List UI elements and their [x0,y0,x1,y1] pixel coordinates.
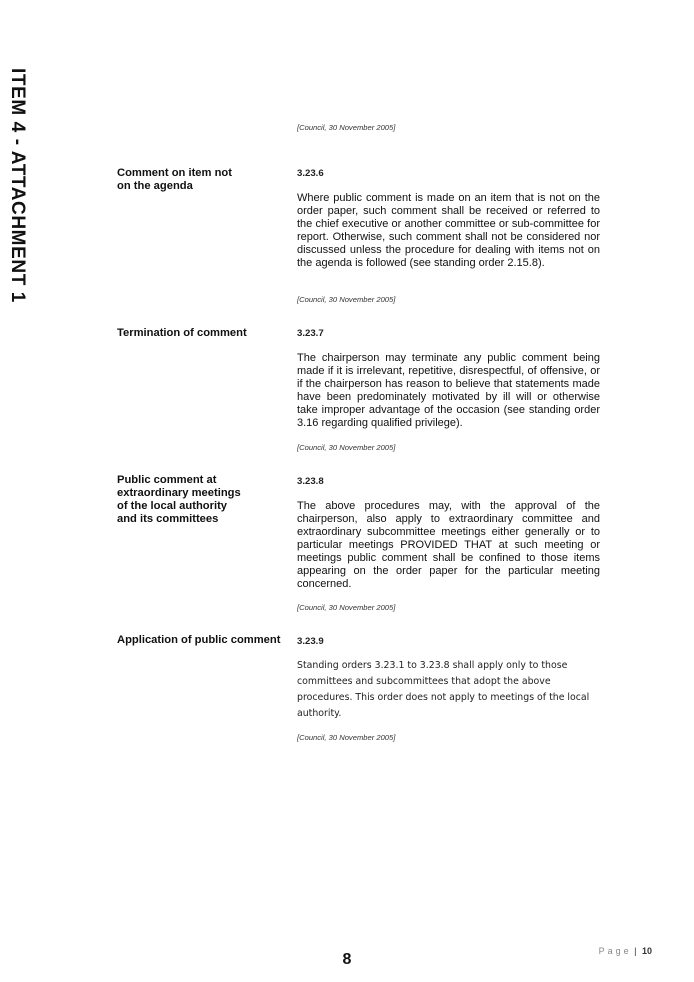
section-heading-3-23-8 [117,474,287,526]
section-text: The above procedures may, with the approval of the chairperson, also apply to extraordinary committee and extraordinary subcommittee meetings either generally or to particular meetings PROVIDED THAT at such meeting or meetings public comment shall be confined to those items appearing on the order paper for the particular meeting concerned. [297,500,600,590]
side-tab [2,68,32,303]
page-separator: | [634,946,637,956]
heading-line: Termination of comment [117,327,247,339]
footer-center-number: 8 [342,951,352,968]
section-number: 3.23.6 [297,168,324,179]
page-number: 10 [641,946,652,956]
heading-line: extraordinary meetings [117,487,241,499]
citation-top: [Council, 30 November 2005] [297,123,396,132]
heading-line: Comment on item not [117,167,232,179]
section-number: 3.23.8 [297,476,324,487]
citation: [Council, 30 November 2005] [297,603,396,612]
section-text: Where public comment is made on an item that is not on the order paper, such comment shall be received or referred to the chief executive or another committee or sub-committee for report. Otherwise, such comment shall not be considered nor discussed unless the procedure for dealing with items not on the agenda is followed (see standing order 2.15.8). [297,192,600,269]
citation: [Council, 30 November 2005] [297,295,396,304]
section-heading-3-23-9 [117,634,302,647]
citation: [Council, 30 November 2005] [297,733,396,742]
heading-line: Application of public comment [117,634,281,646]
section-number: 3.23.7 [297,328,324,339]
heading-line: on the agenda [117,180,193,192]
citation: [Council, 30 November 2005] [297,443,396,452]
section-text: Standing orders 3.23.1 to 3.23.8 shall apply only to those committees and subcommittees that adopt the above procedures. This order does not apply to meetings of the local authority. [297,660,590,719]
heading-line: and its committees [117,513,219,525]
section-heading-3-23-7 [117,327,287,340]
heading-line: Public comment at [117,474,217,486]
heading-line: of the local authority [117,500,228,512]
section-text: The chairperson may terminate any public comment being made if it is irrelevant, repetitive, disrespectful, of offensive, or if the chairperson has reason to believe that statements made have been predominately motivated by ill will or otherwise take improper advantage of the occasion (see standing order 3.16 regarding qualified privilege). [297,352,600,429]
attachment-label: ITEM 4 - ATTACHMENT 1 [7,68,28,303]
page-word: Page [598,946,632,956]
section-heading-3-23-6 [117,167,287,193]
section-number: 3.23.9 [297,636,324,647]
